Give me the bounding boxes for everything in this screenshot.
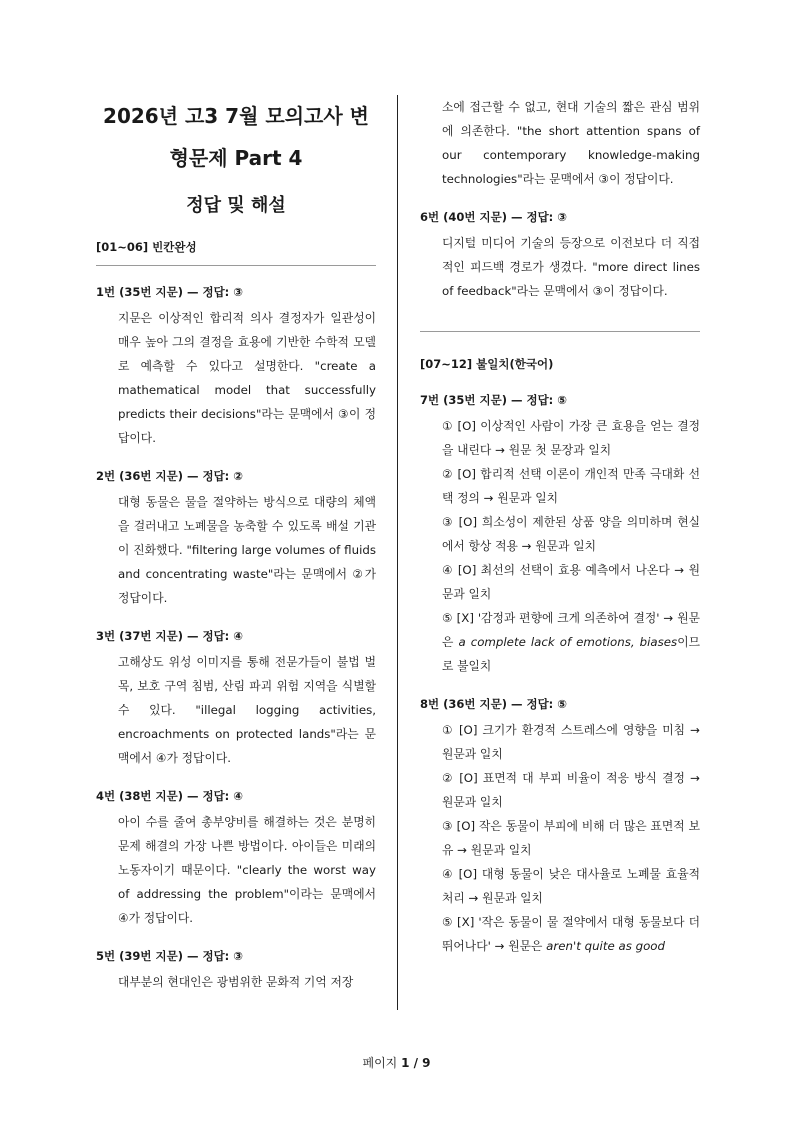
title-line-2: 형문제 Part 4: [169, 146, 303, 170]
question-8-option-1: ① [O] 크기가 환경적 스트레스에 영향을 미침 → 원문과 일치: [442, 723, 700, 761]
question-4-heading: 4번 (38번 지문) — 정답: ④: [96, 789, 244, 803]
section-heading-mismatch: [07~12] 불일치(한국어): [420, 357, 554, 371]
page-footer: [0, 1054, 793, 1071]
question-2-text: 대형 동물은 물을 절약하는 방식으로 대량의 체액을 걸러내고 노폐물을 농축할 수 있도록 배설 기관이 진화했다. "filtering large volumes of fluids and concentrating waste"라는 문맥에서 ②가 정답이다.: [118, 495, 376, 605]
question-5-explanation-start: [96, 970, 376, 994]
question-8-option-5-quote: aren't quite as good: [546, 939, 666, 953]
question-6-text: 디지털 미디어 기술의 등장으로 이전보다 더 직접적인 피드백 경로가 생겼다. "more direct lines of feedback"라는 문맥에서 ③이 정답이다.: [442, 236, 700, 298]
question-6-explanation: [420, 231, 700, 303]
question-6-heading: 6번 (40번 지문) — 정답: ③: [420, 210, 568, 224]
question-7-option-2: ② [O] 합리적 선택 이론이 개인적 만족 극대화 선택 정의 → 원문과 일치: [442, 467, 700, 505]
question-7-option-3: ③ [O] 희소성이 제한된 상품 양을 의미하며 현실에서 항상 적용 → 원문과 일치: [442, 515, 700, 553]
question-2-heading: 2번 (36번 지문) — 정답: ②: [96, 469, 244, 483]
question-3-text: 고해상도 위성 이미지를 통해 전문가들이 불법 벌목, 보호 구역 침범, 산림 파괴 위험 지역을 식별할 수 있다. "illegal logging activities, encroachments on protected lands"라는 문맥에서 ④가 정답이다.: [118, 655, 376, 765]
question-8-option-5-text: ⑤ [X] '작은 동물이 물 절약에서 대형 동물보다 더 뛰어나다' → 원문은: [442, 915, 700, 953]
page-label: 페이지: [362, 1056, 402, 1070]
question-7-option-5-tail: 이므로 불일치: [442, 635, 701, 673]
title-line-1: 2026년 고3 7월 모의고사 변: [103, 104, 369, 128]
question-5-heading: 5번 (39번 지문) — 정답: ③: [96, 949, 244, 963]
question-8-option-2: ② [O] 표면적 대 부피 비율이 적응 방식 결정 → 원문과 일치: [442, 771, 700, 809]
right-column: [420, 95, 700, 976]
question-7-option-1: ① [O] 이상적인 사람이 가장 큰 효용을 얻는 결정을 내린다 → 원문 첫 문장과 일치: [442, 419, 700, 457]
column-divider: [397, 95, 398, 1010]
question-7-heading: 7번 (35번 지문) — 정답: ⑤: [420, 393, 568, 407]
question-1-explanation: [96, 306, 376, 450]
question-2-explanation: [96, 490, 376, 610]
document-subtitle: 정답 및 해설: [186, 195, 286, 216]
question-7-option-4: ④ [O] 최선의 선택이 효용 예측에서 나온다 → 원문과 일치: [442, 563, 700, 601]
question-7-options: [420, 414, 700, 678]
question-1-heading: 1번 (35번 지문) — 정답: ③: [96, 285, 244, 299]
question-5-text-start: 대부분의 현대인은 광범위한 문화적 기억 저장: [118, 975, 354, 989]
question-8-heading: 8번 (36번 지문) — 정답: ⑤: [420, 697, 568, 711]
question-7-option-5-quote: a complete lack of emotions, biases: [458, 635, 678, 649]
section-separator: [420, 331, 700, 332]
question-5-text-continued: 소에 접근할 수 없고, 현대 기술의 짧은 관심 범위에 의존한다. "the short attention spans of our contemporary knowledge-making technologies"라는 문맥에서 ③이 정답이다.: [442, 100, 700, 186]
document-title: [96, 95, 376, 179]
question-8-options: [420, 718, 700, 958]
question-1-text: 지문은 이상적인 합리적 의사 결정자가 일관성이 매우 높아 그의 결정을 효용에 기반한 수학적 모델로 예측할 수 있다고 설명한다. "create a mathematical model that successfully predicts their decisions"라는 문맥에서 ③이 정답이다.: [118, 311, 376, 445]
question-7-option-5-text: ⑤ [X] '감정과 편향에 크게 의존하여 결정' → 원문은: [442, 611, 700, 649]
question-4-explanation: [96, 810, 376, 930]
left-column: [96, 95, 376, 994]
question-8-option-4: ④ [O] 대형 동물이 낮은 대사율로 노폐물 효율적 처리 → 원문과 일치: [442, 867, 700, 905]
question-7-option-5: [442, 606, 700, 678]
page-number: 1 / 9: [401, 1056, 431, 1070]
question-3-heading: 3번 (37번 지문) — 정답: ④: [96, 629, 244, 643]
question-3-explanation: [96, 650, 376, 770]
question-4-text: 아이 수를 줄여 총부양비를 해결하는 것은 분명히 문제 해결의 가장 나쁜 방법이다. 아이들은 미래의 노동자이기 때문이다. "clearly the worst way of addressing the problem"이라는 문맥에서 ④가 정답이다.: [118, 815, 376, 925]
question-5-explanation-continued: [420, 95, 700, 191]
question-8-option-3: ③ [O] 작은 동물이 부피에 비해 더 많은 표면적 보유 → 원문과 일치: [442, 819, 700, 857]
section-heading-blank: [01~06] 빈칸완성: [96, 239, 376, 266]
question-8-option-5: [442, 910, 700, 958]
